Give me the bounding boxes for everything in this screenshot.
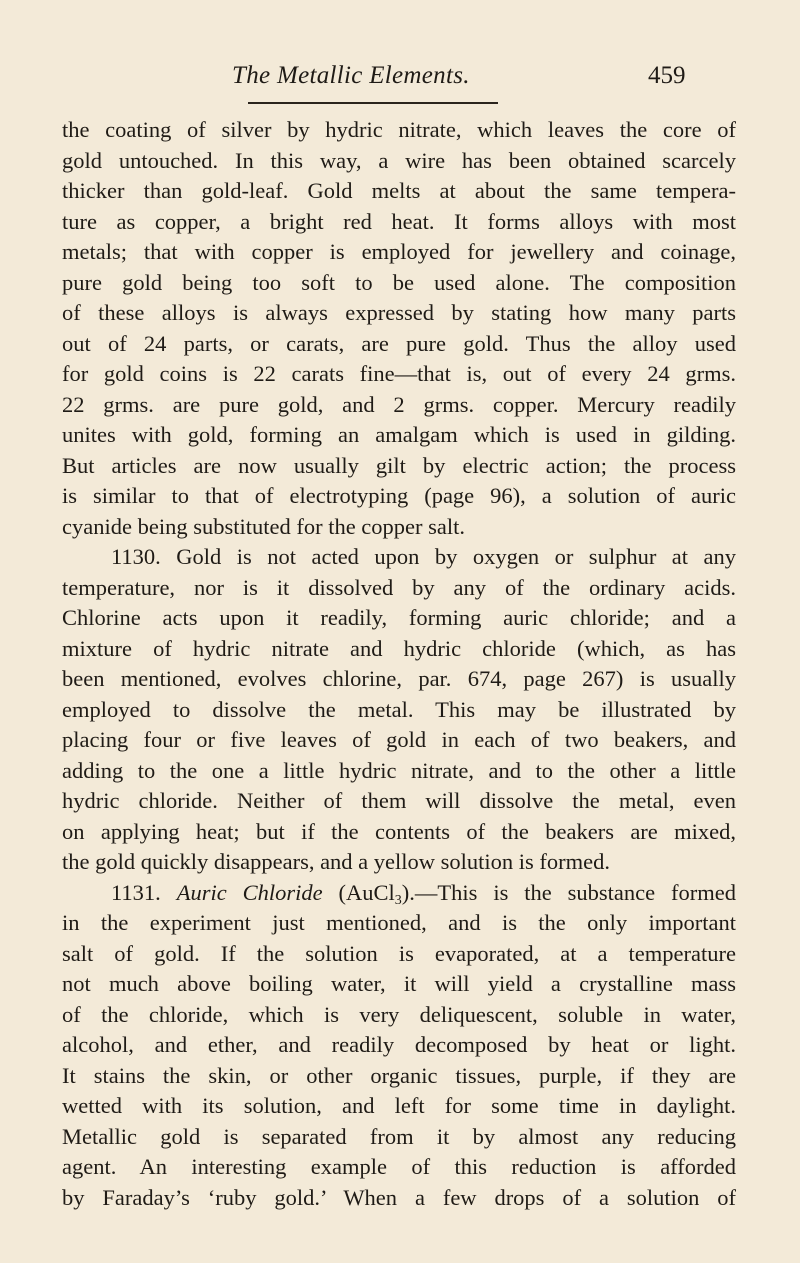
text-line: adding to the one a little hydric nitrate, and to the other a little: [62, 757, 736, 783]
text-line: placing four or five leaves of gold in each of two beakers, and: [62, 727, 736, 752]
text-line: salt of gold. If the solution is evaporated, at a temperature: [62, 940, 736, 966]
running-title: The Metallic Elements.: [232, 62, 470, 89]
section-number: 1131.: [111, 879, 161, 905]
text-line: the gold quickly disappears, and a yellow solution is formed.: [62, 849, 611, 874]
text-line: by Faraday’s ‘ruby gold.’ When a few drops of a solution of: [62, 1184, 736, 1210]
text-line: for gold coins is 22 carats fine—that is, out of every 24 grms.: [62, 361, 736, 386]
running-head: [0, 62, 800, 102]
text-line: unites with gold, forming an amalgam which is used in gilding.: [62, 422, 736, 447]
paragraph-1130-start: 1130. Gold is not acted upon by oxygen or sulphur at any: [111, 544, 736, 569]
text-line: is similar to that of electrotyping (page 96), a solution of auric: [62, 483, 736, 508]
body-text: [62, 115, 736, 1213]
text-line: ture as copper, a bright red heat. It forms alloys with most: [62, 208, 736, 234]
text-line: in the experiment just mentioned, and is the only important: [62, 910, 736, 935]
text-line: been mentioned, evolves chlorine, par. 674, page 267) is usually: [62, 666, 736, 691]
text-line: But articles are now usually gilt by electric action; the process: [62, 452, 736, 478]
text-line: alcohol, and ether, and readily decomposed by heat or light.: [62, 1032, 736, 1057]
text-line: thicker than gold-leaf. Gold melts at about the same tempera-: [62, 178, 736, 203]
text-line: not much above boiling water, it will yield a crystalline mass: [62, 971, 736, 996]
text-line: gold untouched. In this way, a wire has been obtained scarcely: [62, 147, 736, 173]
header-rule: [248, 102, 498, 104]
section-lead-text: —This is the substance formed: [414, 879, 737, 905]
text-line: It stains the skin, or other organic tissues, purple, if they are: [62, 1062, 736, 1088]
text-line: cyanide being substituted for the copper salt.: [62, 513, 466, 539]
text-line: hydric chloride. Neither of them will dissolve the metal, even: [62, 788, 736, 813]
text-line: employed to dissolve the metal. This may be illustrated by: [62, 696, 736, 722]
text-line: of the chloride, which is very deliquescent, soluble in water,: [62, 1001, 736, 1027]
chemical-formula: (AuCl$_3$).: [338, 879, 415, 908]
text-line: agent. An interesting example of this reduction is afforded: [62, 1154, 736, 1179]
paragraph-1131-start: [62, 878, 736, 909]
text-line: temperature, nor is it dissolved by any of the ordinary acids.: [62, 574, 736, 600]
text-line: the coating of silver by hydric nitrate, which leaves the core of: [62, 117, 736, 142]
page-number: 459: [648, 62, 686, 89]
text-line: mixture of hydric nitrate and hydric chloride (which, as has: [62, 635, 736, 661]
text-line: of these alloys is always expressed by stating how many parts: [62, 300, 736, 325]
section-title: Auric Chloride: [176, 879, 323, 905]
text-line: out of 24 parts, or carats, are pure gold. Thus the alloy used: [62, 330, 736, 356]
text-line: 22 grms. are pure gold, and 2 grms. copper. Mercury readily: [62, 391, 736, 417]
text-line: wetted with its solution, and left for some time in daylight.: [62, 1093, 736, 1118]
text-line: metals; that with copper is employed for jewellery and coinage,: [62, 239, 736, 264]
text-line: pure gold being too soft to be used alone. The composition: [62, 269, 736, 295]
text-line: on applying heat; but if the contents of the beakers are mixed,: [62, 818, 736, 844]
text-line: Chlorine acts upon it readily, forming auric chloride; and a: [62, 605, 736, 630]
text-line: Metallic gold is separated from it by almost any reducing: [62, 1123, 736, 1149]
